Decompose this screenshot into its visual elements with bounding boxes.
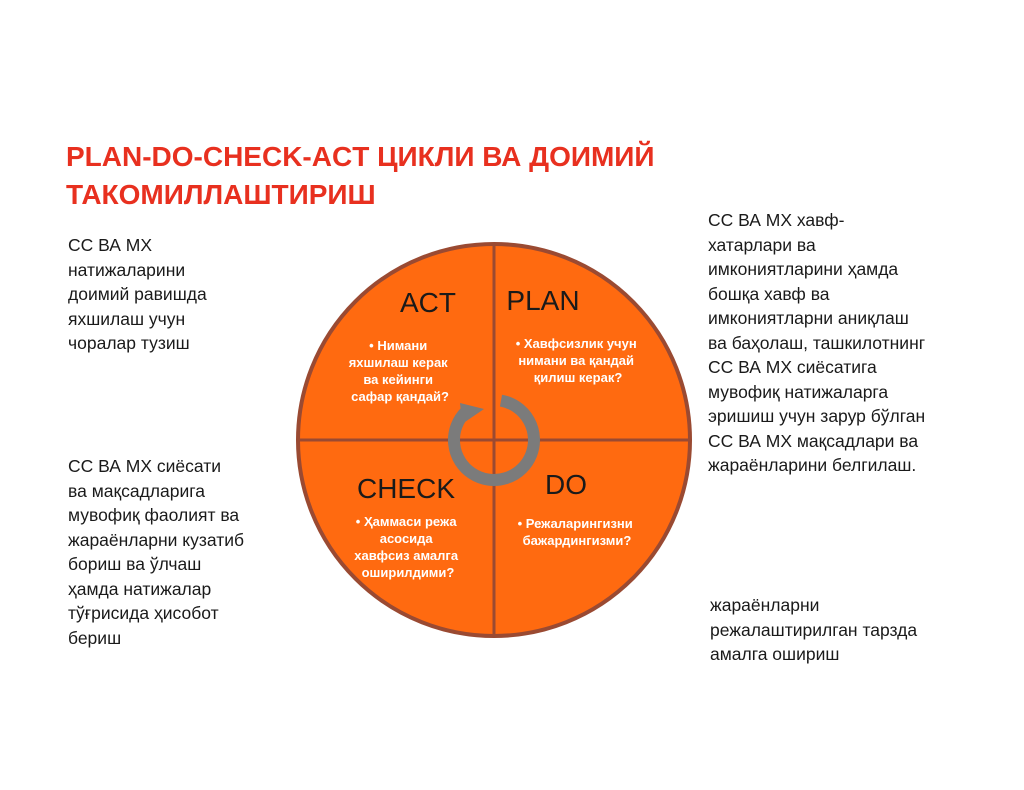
text-line: доимий равишда [68, 284, 207, 304]
text-line: чоралар тузиш [68, 333, 190, 353]
do-label: DO [545, 469, 587, 500]
text-line: хатарлари ва [708, 234, 816, 255]
check-label: CHECK [356, 473, 456, 504]
text-line: ҳамда натижалар [68, 578, 212, 599]
text-line: имкониятларини ҳамда [708, 259, 899, 279]
text-line: жараёнларни кузатиб [68, 529, 245, 550]
title-line: PLAN-DO-CHECK-ACT ЦИКЛИ ВА ДОИМИЙ [66, 141, 655, 172]
act-bullet: • Нимани яхшилаш керак ва кейинги сафар қандай? [348, 338, 449, 404]
text-line: мувофиқ натижаларга [708, 381, 889, 402]
text-line: жараёнларни [710, 595, 820, 615]
text-line: ва мақсадларига [68, 480, 205, 501]
text-line: яхшилаш учун [68, 308, 186, 329]
text-line: натижаларини [68, 259, 186, 280]
act-label: ACT [400, 287, 456, 318]
check-bullet: • Ҳаммаси режа асосида хавфсиз амалга оширилдими? [354, 514, 459, 580]
text-line: бошқа хавф ва [708, 283, 830, 304]
plan-bullet: • Хавфсизлик учун нимани ва қандай қилиш керак? [515, 336, 637, 385]
text-line: амалга ошириш [710, 644, 840, 664]
text-line: СС ВА МХ сиёсати [68, 456, 222, 476]
do-bullet: • Режаларингизни бажардингизми? [517, 516, 633, 548]
text-line: режалаштирилган тарзда [710, 619, 918, 640]
text-line: СС ВА МХ хавф- [708, 210, 845, 230]
text-line: ва баҳолаш, ташкилотнинг [708, 332, 926, 353]
plan-label: PLAN [506, 285, 580, 316]
text-line: СС ВА МХ сиёсатига [708, 357, 877, 377]
text-line: бориш ва ўлчаш [68, 554, 202, 574]
text-line: СС ВА МХ [68, 235, 153, 255]
text-line: бериш [68, 627, 122, 648]
text-line: имкониятларни аниқлаш [708, 308, 909, 328]
title-line: ТАКОМИЛЛАШТИРИШ [66, 179, 376, 210]
text-line: эришиш учун зарур бўлган [708, 406, 926, 426]
text-line: жараёнларини белгилаш. [708, 455, 917, 475]
text-line: СС ВА МХ мақсадлари ва [708, 430, 919, 451]
text-line: тўғрисида ҳисобот [68, 603, 219, 623]
text-line: мувофиқ фаолият ва [68, 505, 240, 525]
